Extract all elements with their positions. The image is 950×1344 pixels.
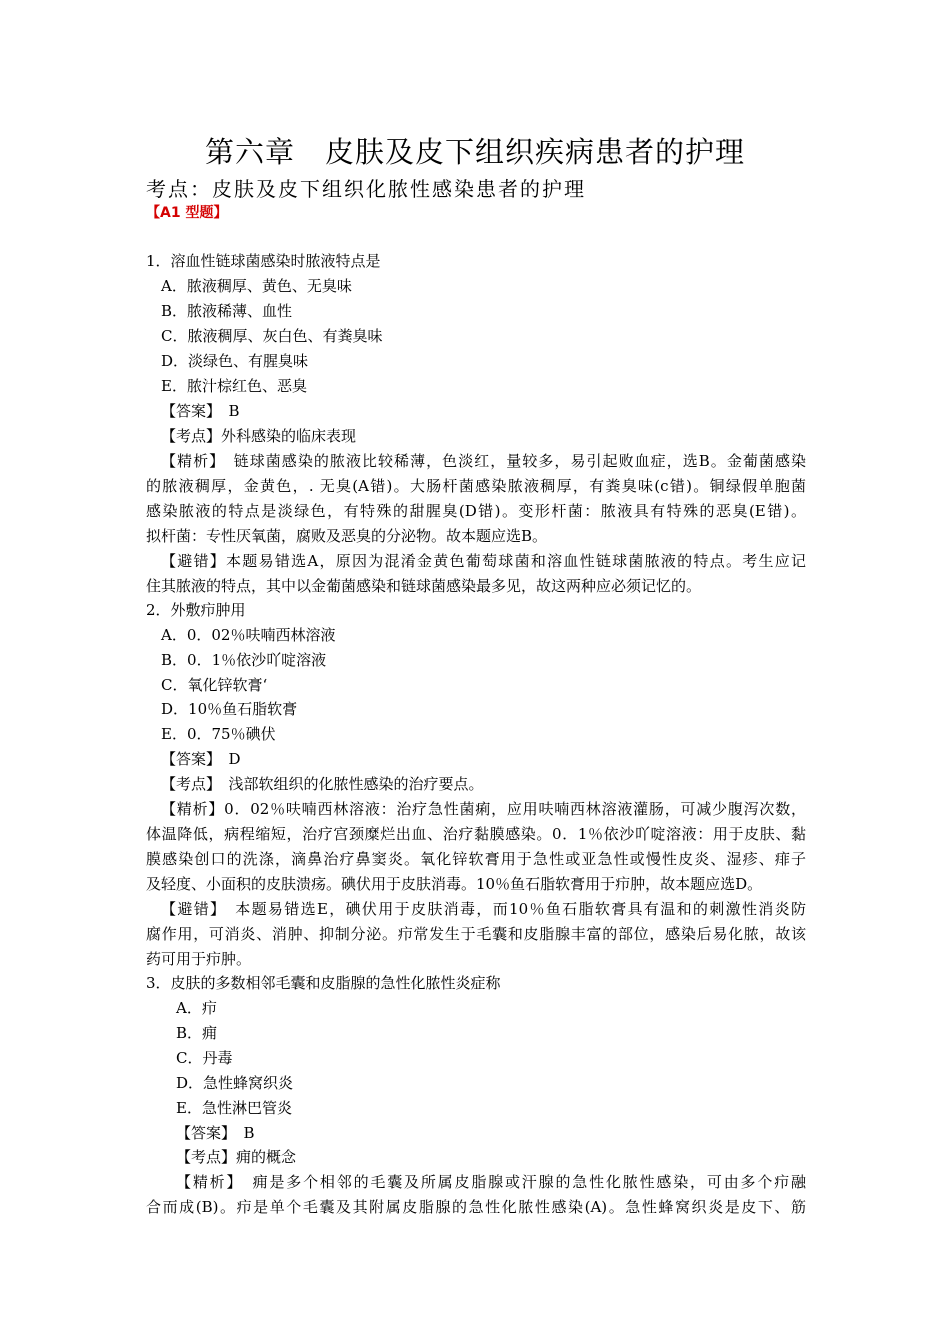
analysis-line: 感染脓液的特点是淡绿色，有特殊的甜腥臭(D错)。变形杆菌：脓液具有特殊的恶臭(E错)。 xyxy=(146,502,806,520)
avoid-error-line: 【避错】本题易错选A，原因为混淆金黄色葡萄球菌和溶血性链球菌脓液的特点。考生应记 xyxy=(161,552,806,570)
option: D．急性蜂窝织炎 xyxy=(176,1074,294,1092)
exam-point: 【考点】痈的概念 xyxy=(176,1148,297,1166)
analysis-line: 【精析】0．02％呋喃西林溶液：治疗急性菌痢，应用呋喃西林溶液灌肠，可减少腹泻次数， xyxy=(161,800,806,818)
option: C．脓液稠厚、灰白色、有粪臭味 xyxy=(161,327,383,345)
option: A．脓液稠厚、黄色、无臭味 xyxy=(161,277,352,295)
option: A．0．02％呋喃西林溶液 xyxy=(161,626,336,644)
answer: 【答案】 B xyxy=(161,402,240,420)
question-stem: 2．外敷疖肿用 xyxy=(146,601,246,619)
option: C．丹毒 xyxy=(176,1049,233,1067)
exam-point: 【考点】外科感染的临床表现 xyxy=(161,427,357,445)
question-stem: 1．溶血性链球菌感染时脓液特点是 xyxy=(146,252,381,270)
exam-point: 【考点】 浅部软组织的化脓性感染的治疗要点。 xyxy=(161,775,484,793)
analysis-line: 【精析】 链球菌感染的脓液比较稀薄，色淡红，量较多，易引起败血症，选B。金葡菌感染 xyxy=(161,452,806,470)
analysis-line: 膜感染创口的洗涤，滴鼻治疗鼻窦炎。氧化锌软膏用于急性或亚急性或慢性皮炎、湿疹、痱子 xyxy=(146,850,806,868)
option: D．淡绿色、有腥臭味 xyxy=(161,352,309,370)
avoid-error-line: 【避错】 本题易错选E，碘伏用于皮肤消毒，而10％鱼石脂软膏具有温和的刺激性消炎防 xyxy=(161,900,806,918)
option: B．0．1％依沙吖啶溶液 xyxy=(161,651,327,669)
question-type-tag: 【A1 型题】 xyxy=(146,205,228,221)
option: E．急性淋巴管炎 xyxy=(176,1099,292,1117)
analysis-line: 的脓液稠厚，金黄色，. 无臭(A错)。大肠杆菌感染脓液稠厚，有粪臭味(c错)。铜绿假单胞菌 xyxy=(146,477,806,495)
analysis-line: 及轻度、小面积的皮肤溃疡。碘伏用于皮肤消毒。10％鱼石脂软膏用于疖肿，故本题应选D。 xyxy=(146,875,763,893)
option: C．氧化锌软膏‘ xyxy=(161,676,268,694)
avoid-error-line: 药可用于疖肿。 xyxy=(146,950,252,968)
option: E．脓汁棕红色、恶臭 xyxy=(161,377,307,395)
analysis-line: 【精析】 痈是多个相邻的毛囊及所属皮脂腺或汗腺的急性化脓性感染，可由多个疖融 xyxy=(176,1173,806,1191)
question-stem: 3．皮肤的多数相邻毛囊和皮脂腺的急性化脓性炎症称 xyxy=(146,974,501,992)
option: B．痈 xyxy=(176,1024,218,1042)
answer: 【答案】 B xyxy=(176,1124,255,1142)
option: A．疖 xyxy=(176,999,217,1017)
chapter-title: 第六章 皮肤及皮下组织疾病患者的护理 xyxy=(204,135,745,169)
avoid-error-line: 腐作用，可消炎、消肿、抑制分泌。疖常发生于毛囊和皮脂腺丰富的部位，感染后易化脓，故该 xyxy=(146,925,806,943)
analysis-line: 拟杆菌：专性厌氧菌，腐败及恶臭的分泌物。故本题应选B。 xyxy=(146,527,548,545)
answer: 【答案】 D xyxy=(161,750,241,768)
avoid-error-line: 住其脓液的特点，其中以金葡菌感染和链球菌感染最多见，故这两种应必须记忆的。 xyxy=(146,577,702,595)
option: D．10％鱼石脂软膏 xyxy=(161,700,298,718)
analysis-line: 体温降低，病程缩短，治疗宫颈糜烂出血、治疗黏膜感染。0．1％依沙吖啶溶液：用于皮肤、黏 xyxy=(146,825,806,843)
option: E．0．75％碘伏 xyxy=(161,725,276,743)
section-subtitle: 考点：皮肤及皮下组织化脓性感染患者的护理 xyxy=(146,177,586,201)
option: B．脓液稀薄、血性 xyxy=(161,302,293,320)
analysis-line: 合而成(B)。疖是单个毛囊及其附属皮脂腺的急性化脓性感染(A)。急性蜂窝织炎是皮下、筋 xyxy=(146,1198,806,1216)
